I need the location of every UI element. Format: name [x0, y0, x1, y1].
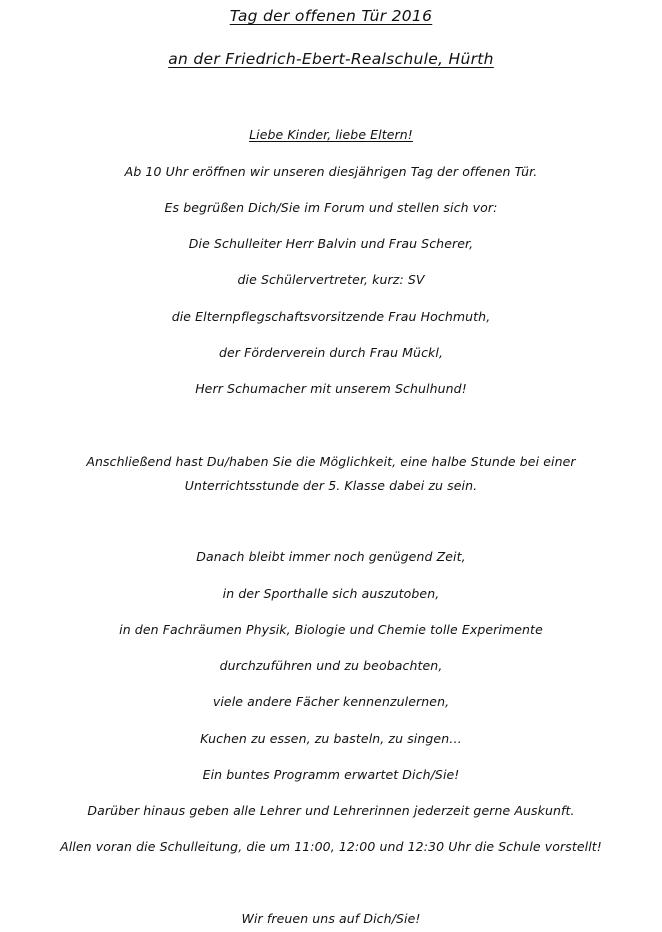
- activity-line: in der Sporthalle sich auszutoben,: [222, 586, 440, 601]
- intro-line: Es begrüßen Dich/Sie im Forum und stellen sich vor:: [164, 200, 498, 215]
- activity-line: viele andere Fächer kennenzulernen,: [212, 694, 450, 709]
- intro-line: die Elternpflegschaftsvorsitzende Frau Hochmuth,: [171, 309, 491, 324]
- lesson-line: Anschließend hast Du/haben Sie die Möglichkeit, eine halbe Stunde bei einer: [86, 454, 576, 469]
- intro-line: der Förderverein durch Frau Mückl,: [218, 345, 444, 360]
- intro-line: Ab 10 Uhr eröffnen wir unseren diesjährigen Tag der offenen Tür.: [124, 164, 538, 179]
- intro-line: Herr Schumacher mit unserem Schulhund!: [195, 381, 467, 396]
- intro-line: die Schülervertreter, kurz: SV: [237, 272, 425, 287]
- activity-line: Allen voran die Schulleitung, die um 11:00, 12:00 und 12:30 Uhr die Schule vorstellt!: [60, 839, 602, 854]
- activity-line: Darüber hinaus geben alle Lehrer und Lehrerinnen jederzeit gerne Auskunft.: [87, 803, 575, 818]
- activity-line: durchzuführen und zu beobachten,: [219, 658, 443, 673]
- title-line-1: Tag der offenen Tür 2016: [229, 7, 433, 25]
- intro-line: Die Schulleiter Herr Balvin und Frau Scherer,: [188, 236, 474, 251]
- greeting: Liebe Kinder, liebe Eltern!: [249, 127, 413, 142]
- activity-line: Kuchen zu essen, zu basteln, zu singen…: [200, 731, 462, 746]
- closing-line: Wir freuen uns auf Dich/Sie!: [241, 911, 421, 926]
- activity-line: Ein buntes Programm erwartet Dich/Sie!: [202, 767, 460, 782]
- activity-line: in den Fachräumen Physik, Biologie und Chemie tolle Experimente: [119, 622, 543, 637]
- activity-line: Danach bleibt immer noch genügend Zeit,: [196, 549, 466, 564]
- lesson-line: Unterrichtsstunde der 5. Klasse dabei zu sein.: [184, 478, 478, 493]
- title-line-2: an der Friedrich-Ebert-Realschule, Hürth: [168, 50, 494, 68]
